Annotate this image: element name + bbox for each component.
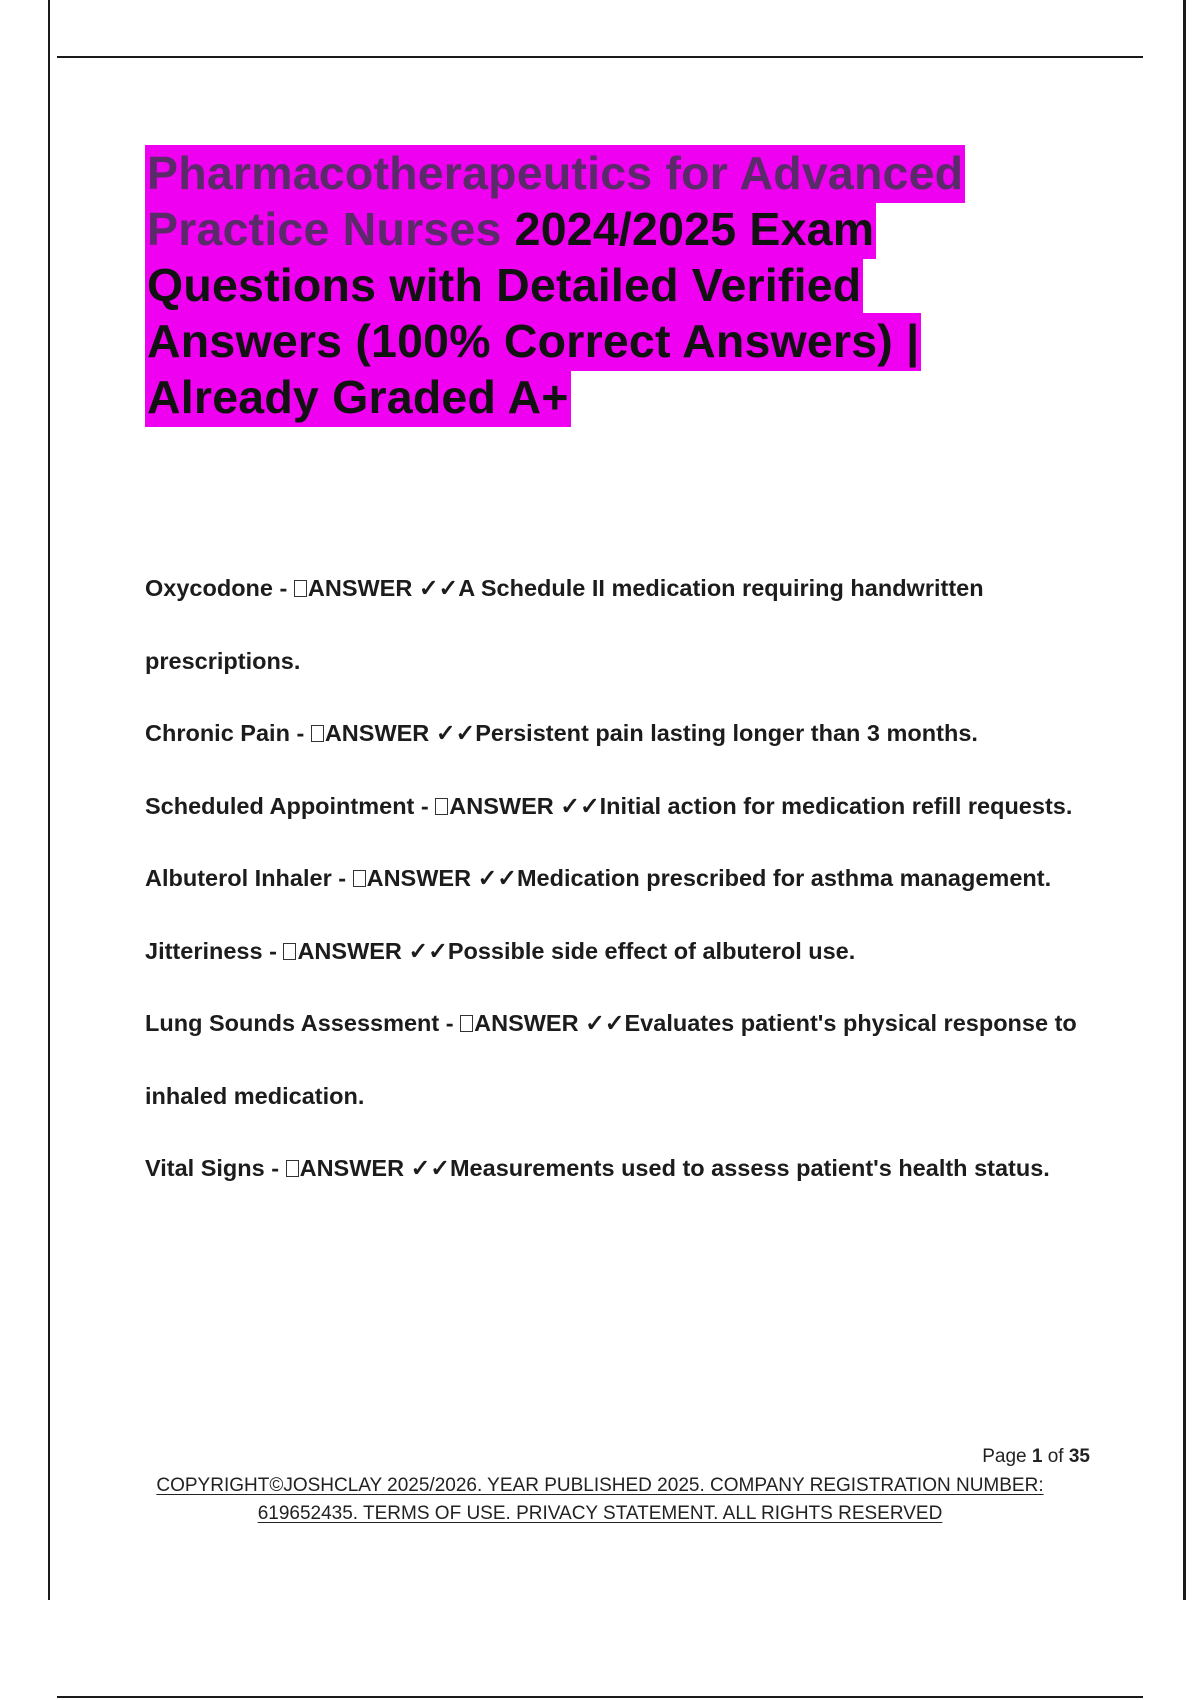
answer-label: ANSWER xyxy=(474,1010,579,1036)
qa-separator: - xyxy=(289,720,311,746)
qa-definition: A Schedule II medication requiring handwritten prescriptions. xyxy=(145,575,984,674)
page-of: of xyxy=(1047,1446,1064,1467)
qa-term: Albuterol Inhaler xyxy=(145,865,332,891)
double-check-icon: ✓✓ xyxy=(477,865,517,891)
answer-label: ANSWER xyxy=(449,792,554,819)
double-check-icon: ✓✓ xyxy=(408,937,448,964)
missing-glyph-icon xyxy=(460,1015,473,1032)
copyright-footer: COPYRIGHT©JOSHCLAY 2025/2026. YEAR PUBLISHED 2025. COMPANY REGISTRATION NUMBER: 619652435. TERMS OF USE. PRIVACY STATEMENT. ALL RIGHTS RESERVED xyxy=(156,1475,1044,1524)
missing-glyph-icon xyxy=(311,725,324,742)
qa-entry xyxy=(145,842,1095,915)
double-check-icon: ✓✓ xyxy=(560,792,600,819)
qa-term: Vital Signs xyxy=(145,1155,265,1181)
qa-entry xyxy=(145,1132,1095,1205)
qa-separator: - xyxy=(262,937,284,964)
qa-term: Lung Sounds Assessment xyxy=(145,1010,440,1036)
qa-separator: - xyxy=(264,1155,286,1181)
missing-glyph-icon xyxy=(294,580,307,597)
qa-entry xyxy=(145,987,1095,1132)
qa-term: Oxycodone xyxy=(145,575,273,601)
page-border-right xyxy=(1183,0,1186,1600)
qa-term: Jitteriness xyxy=(145,937,263,964)
qa-entry xyxy=(145,697,1095,770)
qa-term: Chronic Pain xyxy=(145,720,290,746)
qa-definition: Medication prescribed for asthma management. xyxy=(516,865,1052,891)
qa-definition: Evaluates patient's physical response to inhaled medication. xyxy=(145,1010,1077,1109)
document-title xyxy=(145,145,1045,425)
qa-term: Scheduled Appointment xyxy=(145,792,415,819)
qa-entry xyxy=(145,770,1095,843)
missing-glyph-icon xyxy=(286,1160,299,1177)
answer-label: ANSWER xyxy=(366,865,472,891)
title-strong-part: 2024/2025 Exam Questions with Detailed Verified Answers (100% Correct Answers) | Already Graded A+ xyxy=(147,203,920,423)
double-check-icon: ✓✓ xyxy=(435,720,476,746)
page-total: 35 xyxy=(1068,1446,1090,1467)
page-border-left xyxy=(48,0,50,1600)
qa-entry xyxy=(145,552,1095,697)
qa-list xyxy=(145,552,1095,1205)
answer-label: ANSWER xyxy=(297,937,402,964)
bottom-rule xyxy=(57,1696,1143,1698)
qa-definition: Initial action for medication refill requests. xyxy=(599,792,1073,819)
qa-definition: Measurements used to assess patient's health status. xyxy=(449,1155,1050,1181)
missing-glyph-icon xyxy=(353,870,366,887)
double-check-icon: ✓✓ xyxy=(418,575,459,601)
double-check-icon: ✓✓ xyxy=(410,1155,450,1181)
missing-glyph-icon xyxy=(435,798,448,815)
page-prefix: Page xyxy=(982,1446,1027,1467)
page-number xyxy=(900,1446,1090,1468)
qa-definition: Possible side effect of albuterol use. xyxy=(447,937,856,964)
qa-separator: - xyxy=(414,792,436,819)
top-rule xyxy=(57,56,1143,58)
page-current: 1 xyxy=(1031,1446,1043,1467)
answer-label: ANSWER xyxy=(307,575,413,601)
qa-definition: Persistent pain lasting longer than 3 months. xyxy=(475,720,978,746)
title-muted-part: Pharmacotherapeutics for Advanced Practice Nurses xyxy=(147,147,964,255)
qa-entry xyxy=(145,915,1095,988)
qa-separator: - xyxy=(272,575,294,601)
missing-glyph-icon xyxy=(283,943,296,960)
qa-separator: - xyxy=(331,865,353,891)
answer-label: ANSWER xyxy=(299,1155,405,1181)
answer-label: ANSWER xyxy=(324,720,430,746)
double-check-icon: ✓✓ xyxy=(585,1010,625,1036)
qa-separator: - xyxy=(439,1010,461,1036)
